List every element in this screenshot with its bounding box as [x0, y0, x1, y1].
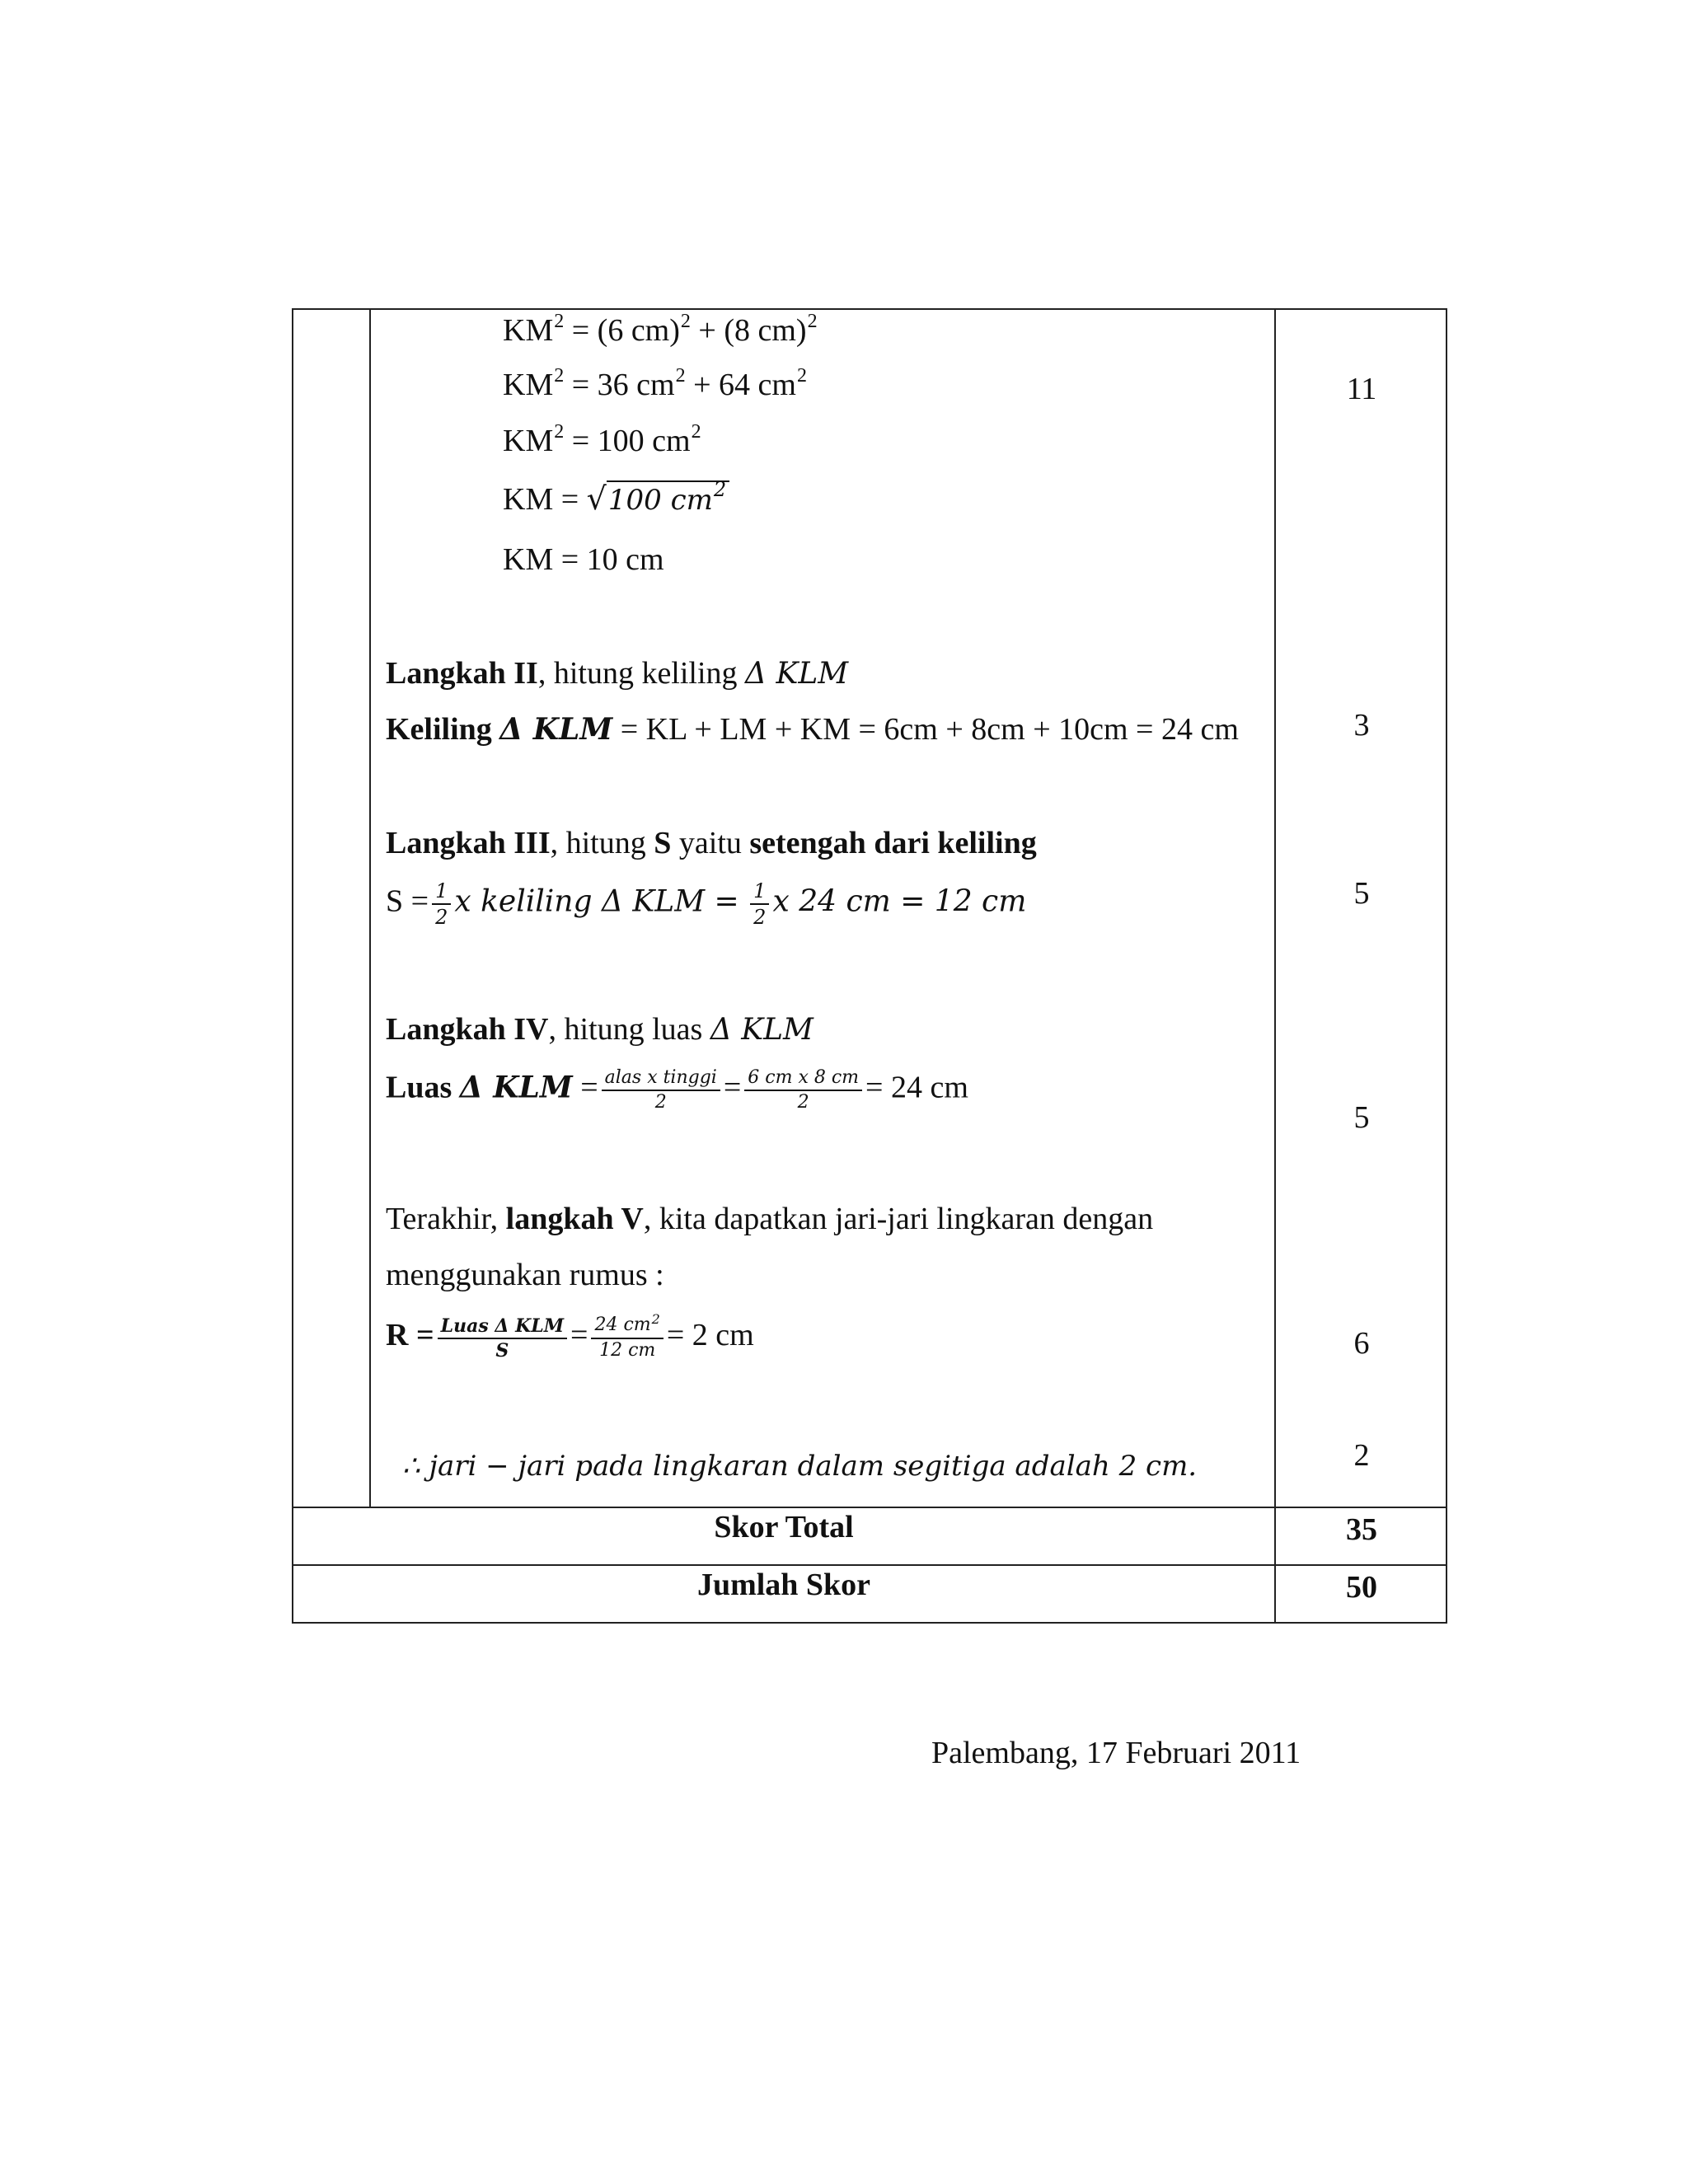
score-luas: 5: [1353, 1100, 1370, 1135]
fraction-24-12: $\frac{24 cm^2}{12 cm}$: [591, 1314, 663, 1362]
score-km: 11: [1346, 372, 1377, 406]
r-formula: R = $\frac{\text{Luas Δ KLM}}{S}$ = $\frac{24 cm^2}{12 cm}$ = 2 cm: [386, 1311, 754, 1361]
skor-total-label: Skor Total: [714, 1510, 854, 1544]
footer-place-date: Palembang, 17 Februari 2011: [931, 1736, 1301, 1770]
fraction-alas-tinggi: $\frac{\text{alas x tinggi}}{2}$: [602, 1066, 720, 1114]
fraction-luas-s: $\frac{\text{Luas Δ KLM}}{S}$: [438, 1315, 567, 1362]
jumlah-skor-value: 50: [1346, 1570, 1377, 1605]
score-keliling: 3: [1353, 708, 1370, 743]
langkah-v-line2: menggunakan rumus :: [386, 1258, 664, 1292]
score-r: 6: [1353, 1326, 1370, 1361]
score-conclusion: 2: [1353, 1438, 1370, 1473]
s-formula: S = $\frac{1}{2}$ x keliling Δ KLM = $\frac{1}{2}$ x 24 cm = 12 cm: [386, 879, 1027, 929]
table-col1-border: [369, 308, 371, 1508]
langkah-ii-heading: Langkah II, hitung keliling Δ KLM: [386, 656, 849, 691]
square-root: √100 $cm^2$: [587, 480, 730, 517]
langkah-iv-heading: Langkah IV, hitung luas Δ KLM: [386, 1012, 814, 1047]
langkah-iii-heading: Langkah III, hitung S yaitu setengah dari keliling: [386, 826, 1037, 860]
fraction-half-2: $\frac{1}{2}$: [750, 879, 769, 930]
km-equation-5: KM = 10 cm: [503, 542, 664, 577]
score-s: 5: [1353, 876, 1370, 911]
table-right-border: [1446, 308, 1447, 1624]
luas-equation: Luas Δ KLM = $\frac{\text{alas x tinggi}}{2}$ = $\frac{\text{6 cm x 8 cm}}{2}$ = 24 cm: [386, 1067, 968, 1113]
conclusion: ∴ jari − jari pada lingkaran dalam segitiga adalah 2 cm.: [402, 1450, 1198, 1483]
table-left-border: [292, 308, 293, 1624]
jumlah-skor-label: Jumlah Skor: [696, 1568, 871, 1602]
km-equation-2: $KM^2 = 36$ $cm^2 + 64$ $cm^2$: [503, 365, 807, 402]
langkah-v-line1: Terakhir, langkah V, kita dapatkan jari-jari lingkaran dengan: [386, 1202, 1154, 1236]
fraction-half: $\frac{1}{2}$: [432, 879, 451, 930]
table-score-col-border: [1274, 308, 1276, 1624]
keliling-equation: Keliling Δ KLM = KL + LM + KM = 6cm + 8cm + 10cm = 24 cm: [386, 712, 1239, 747]
km-equation-3: $KM^2 = 100$ $cm^2$: [503, 421, 701, 458]
skor-total-value: 35: [1346, 1512, 1377, 1547]
km-equation-1: $KM^2 = (6$ cm)$^2$ + (8 cm)$^2$: [503, 311, 818, 348]
km-equation-4: KM = √100 $cm^2$: [503, 483, 729, 515]
fraction-6-8: $\frac{\text{6 cm x 8 cm}}{2}$: [744, 1066, 862, 1114]
